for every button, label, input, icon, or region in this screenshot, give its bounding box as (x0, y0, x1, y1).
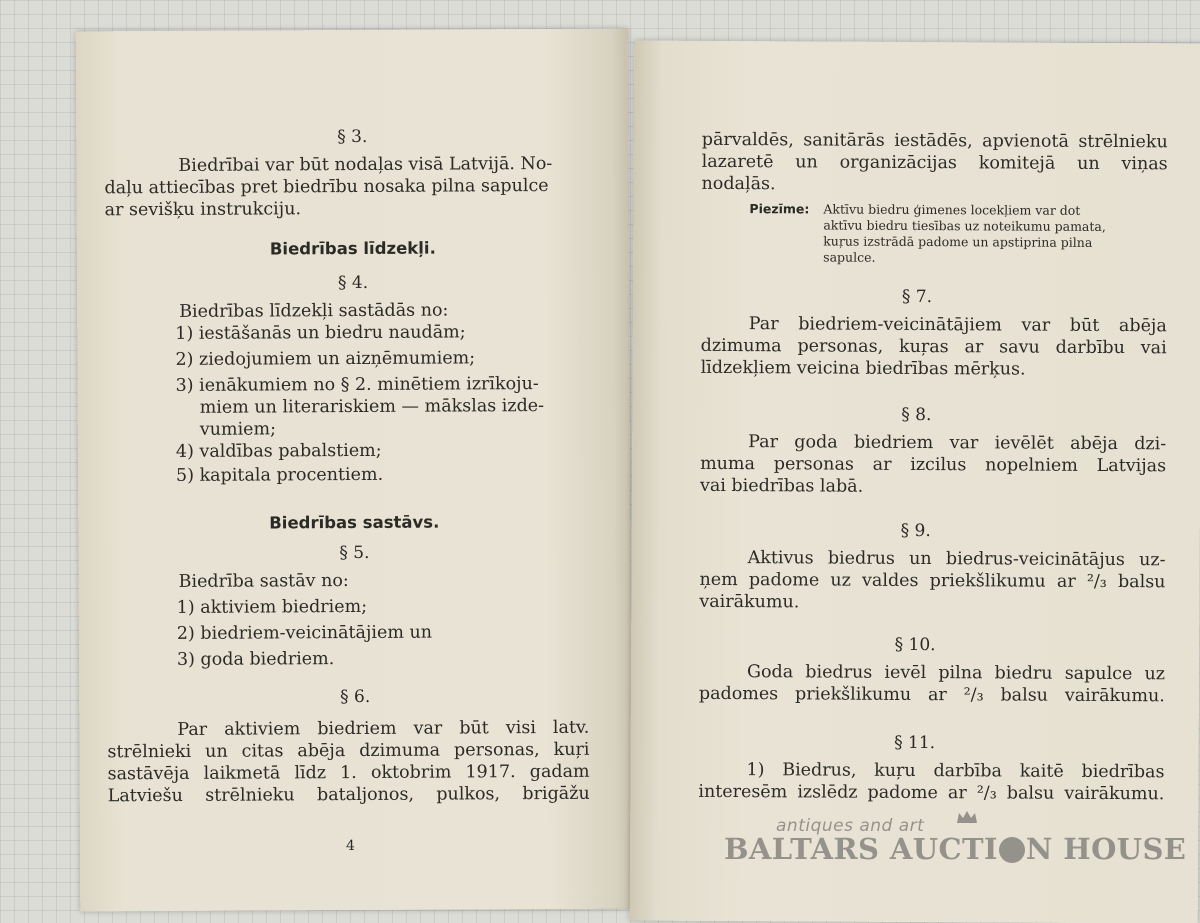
section-9-line: Aktivus biedrus un biedrus-veicinātājus uz- (747, 548, 1166, 571)
section-6-line: Latviešu strēlnieku bataljonos, pulkos, brigāžu (107, 783, 590, 807)
section-3-line: daļu attiecības pret biedrību nosaka pilna sapulce (104, 175, 549, 199)
continuation-line: nodaļās. (701, 173, 776, 195)
section-5-item: 2) biedriem-veicinātājiem un (176, 622, 433, 644)
note-line: sapulce. (823, 249, 876, 265)
section-3-line: Biedrībai var būt nodaļas visā Latvijā. No- (178, 153, 553, 176)
section-9-line: ņem padome uz valdes priekšlikumu ar ²/₃ balsu (699, 569, 1166, 593)
section-6-number: § 6. (340, 686, 371, 708)
watermark-tagline: antiques and art (776, 816, 925, 836)
section-3-number: § 3. (337, 126, 368, 148)
watermark-brand-b: N HOUSE (1025, 832, 1187, 866)
section-6-line: sastāvēja laikmetā līdz 1. oktobrim 1917. gadam (107, 761, 590, 785)
section-4-number: § 4. (337, 272, 369, 294)
section-8-line: muma personas ar izcilus nopelniem Latvijas (700, 453, 1167, 477)
watermark-brand-a: BALTARS AUCTI (724, 832, 998, 866)
section-6-line: strēlnieki un citas abēja dzimuma personas, kuŗi (107, 739, 590, 763)
section-4-item: 1) iestāšanās un biedru naudām; (175, 322, 466, 344)
section-4-item: 3) ienākumiem no § 2. minētiem izrīkoju- (175, 374, 539, 396)
section-7-line: līdzekļiem veicina biedrības mērķus. (700, 357, 1026, 380)
section-4-item: vumiem; (199, 419, 277, 440)
section-7-number: § 7. (901, 286, 933, 308)
watermark-o-icon (999, 837, 1025, 863)
section-10-line: padomes priekšlikumu ar ²/₃ balsu vairākumu. (698, 683, 1165, 707)
heading-funds: Biedrības līdzekļi. (269, 238, 436, 259)
section-11-number: § 11. (894, 732, 936, 754)
heading-members: Biedrības sastāvs. (269, 512, 440, 533)
left-page (76, 29, 633, 912)
page-number: 4 (345, 838, 355, 855)
section-8-line: Par goda biedriem var ievēlēt abēja dzi- (748, 432, 1167, 455)
section-5-intro: Biedrība sastāv no: (178, 571, 349, 592)
section-11-line: 1) Biedrus, kuŗu darbība kaitē biedrības (746, 760, 1165, 783)
section-10-number: § 10. (894, 634, 936, 656)
section-4-item: miem un literariskiem — mākslas izde- (199, 396, 545, 418)
section-8-line: vai biedrības labā. (699, 475, 864, 497)
section-3-line: ar sevišķu instrukciju. (104, 199, 302, 221)
section-8-number: § 8. (901, 404, 932, 426)
section-5-item: 1) aktiviem biedriem; (176, 596, 368, 618)
note-line: aktīvu biedru tiesības uz noteikumu pamata, (823, 217, 1106, 234)
note-label: Piezīme: (749, 201, 810, 217)
section-4-item: 2) ziedojumiem un aizņēmumiem; (175, 348, 476, 370)
section-7-line: Par biedriem-veicinātājiem var būt abēja (748, 314, 1167, 337)
watermark-logo (724, 832, 1186, 866)
crown-icon (956, 810, 978, 824)
section-9-number: § 9. (900, 520, 931, 542)
right-page (630, 41, 1200, 923)
section-10-line: Goda biedrus ievēl pilna biedru sapulce uz (746, 662, 1166, 685)
section-5-item: 3) goda biedriem. (176, 649, 335, 670)
section-4-item: 5) kapitala procentiem. (175, 464, 384, 486)
section-4-intro: Biedrības līdzekļi sastādās no: (179, 300, 449, 322)
note-line: kuŗus izstrādā padome un apstiprina pilna (823, 233, 1093, 250)
section-5-number: § 5. (339, 542, 370, 564)
section-11-line: interesēm izslēdz padome ar ²/₃ balsu vairākumu. (698, 781, 1165, 805)
note-line: Aktīvu biedru ģimenes locekļiem var dot (823, 201, 1081, 218)
section-4-item: 4) valdības pabalstiem; (175, 440, 382, 462)
continuation-line: lazaretē un organizācijas komitejā un viņas (701, 151, 1168, 175)
section-7-line: dzimuma personas, kuŗas ar savu darbību vai (700, 335, 1167, 359)
section-9-line: vairākumu. (699, 591, 800, 613)
continuation-line: pārvaldēs, sanitārās iestādēs, apvienotā strēlnieku (701, 129, 1168, 153)
section-6-line: Par aktiviem biedriem var būt visi latv. (177, 717, 590, 740)
